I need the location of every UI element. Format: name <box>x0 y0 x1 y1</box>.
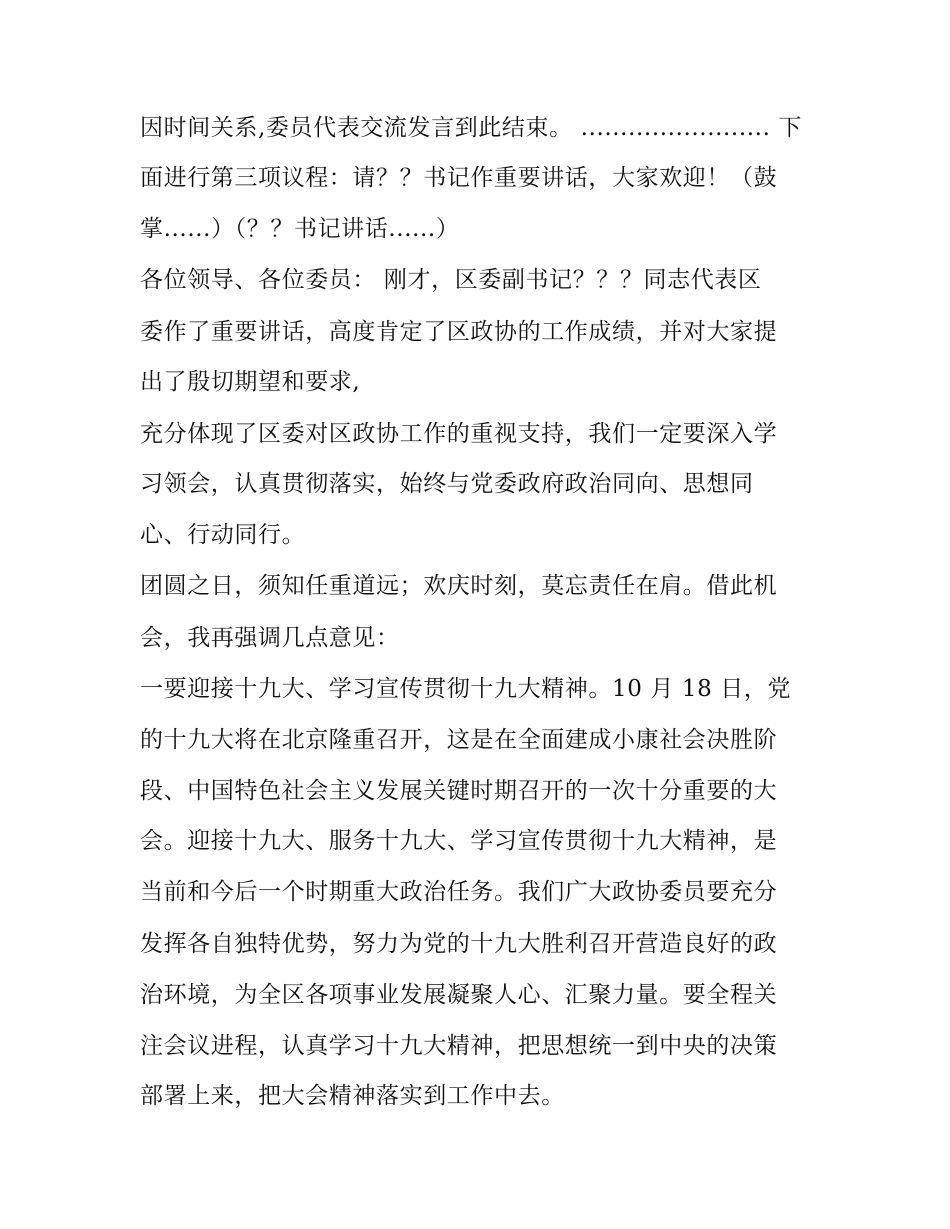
text-line: 充分体现了区委对区政协工作的重视支持，我们一定要深入学 <box>140 421 778 447</box>
text-line: 段、中国特色社会主义发展关键时期召开的一次十分重要的大 <box>140 778 778 804</box>
text-line: 当前和今后一个时期重大政治任务。我们广大政协委员要充分 <box>140 879 778 905</box>
text-line: 治环境，为全区各项事业发展凝聚人心、汇聚力量。要全程关 <box>140 982 778 1008</box>
text-line: 部署上来，把大会精神落实到工作中去。 <box>140 1083 565 1109</box>
text-line: 的十九大将在北京隆重召开，这是在全面建成小康社会决胜阶 <box>140 727 778 753</box>
text-line: 习领会，认真贯彻落实，始终与党委政府政治同向、思想同 <box>140 471 754 497</box>
text-line: 各位领导、各位委员： 刚才，区委副书记？？？同志代表区 <box>140 267 762 293</box>
text-line: 团圆之日，须知任重道远；欢庆时刻，莫忘责任在肩。借此机 <box>140 573 778 599</box>
text-line: 因时间关系,委员代表交流发言到此结束。 ........................ 下 <box>140 115 802 141</box>
text-line: 出了殷切期望和要求, <box>140 369 361 395</box>
text-line: 一要迎接十九大、学习宣传贯彻十九大精神。10 月 18 日，党 <box>140 676 792 702</box>
text-line: 发挥各自独特优势，努力为党的十九大胜利召开营造良好的政 <box>140 931 778 957</box>
text-line: 会，我再强调几点意见： <box>140 625 400 651</box>
text-line: 委作了重要讲话，高度肯定了区政协的工作成绩，并对大家提 <box>140 319 778 345</box>
text-line: 会。迎接十九大、服务十九大、学习宣传贯彻十九大精神，是 <box>140 828 778 854</box>
text-line: 面进行第三项议程：请？？书记作重要讲话，大家欢迎！（鼓 <box>140 165 778 191</box>
text-line: 掌......）（？？书记讲话......） <box>140 216 460 242</box>
text-line: 心、行动同行。 <box>140 522 306 548</box>
text-line: 注会议进程，认真学习十九大精神，把思想统一到中央的决策 <box>140 1033 778 1059</box>
